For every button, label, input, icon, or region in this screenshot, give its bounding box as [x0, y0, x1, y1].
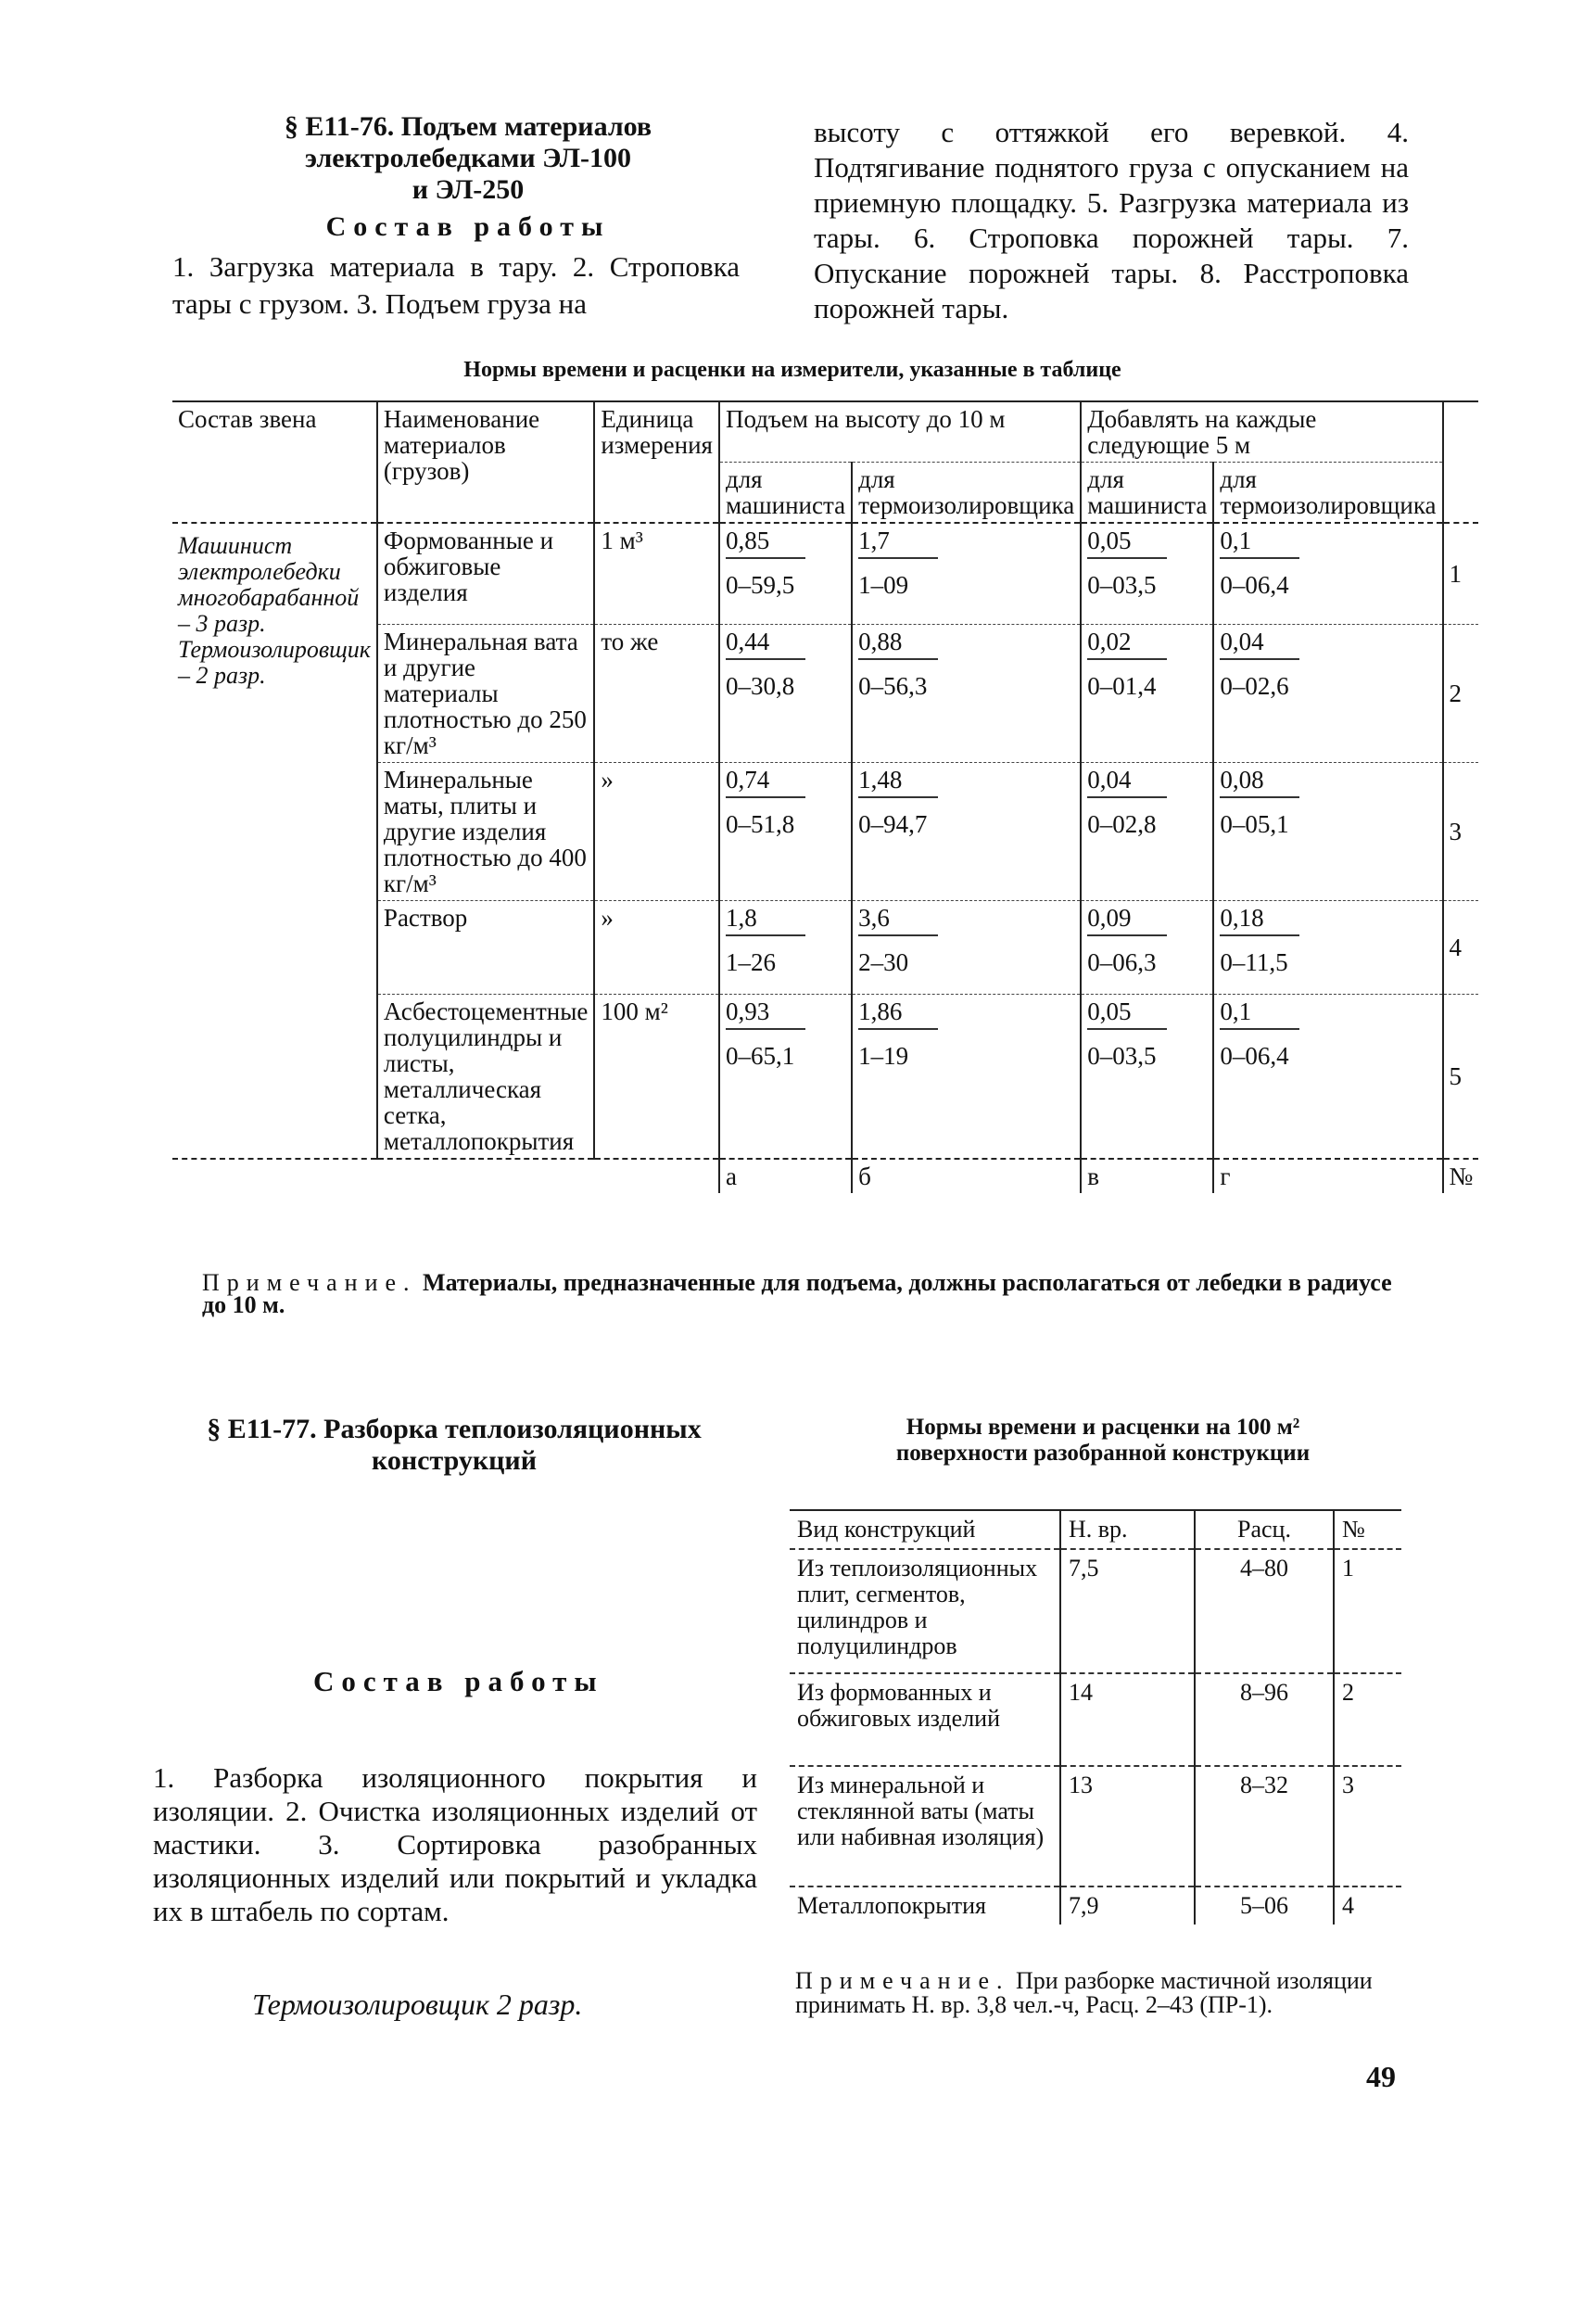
- header-rasc: Расц.: [1195, 1510, 1334, 1549]
- rate-value: 0–30,8: [725, 672, 795, 700]
- unit-cell: 1 м³: [594, 523, 719, 625]
- norm-value: 1,48: [858, 767, 938, 798]
- unit-cell: »: [594, 901, 719, 995]
- table-row: [172, 523, 1478, 625]
- sec77-note-text: При разборке мастичной изоляции принимать Н. вр. 3,8 чел.-ч, Расц. 2–43 (ПР-1).: [795, 1967, 1373, 2018]
- sec76-composition-right: высоту с оттяжкой его веревкой. 4. Подтягивание поднятого груза с опусканием на приемную площадку. 5. Разгрузка материала из тары. 6. Строповка порожней тары. 7. Опускание порожней тары. 8. Расстроповка порожней тары.: [814, 116, 1409, 324]
- norm-value: 0,1: [1220, 998, 1299, 1030]
- sec76-norms-table: [172, 400, 1478, 1193]
- sec77-norms-table: [790, 1509, 1401, 1925]
- rate-value: 1–09: [858, 571, 909, 599]
- norm-value: 0,05: [1087, 998, 1167, 1030]
- sec76-composition-heading: Состав работы: [325, 211, 611, 242]
- norm-value: 0,05: [1087, 527, 1167, 559]
- norm-value: 3,6: [858, 905, 938, 936]
- header-lift: Подъем на высоту до 10 м: [719, 401, 1081, 463]
- header-add-insulator: для термоизолировщика: [1213, 463, 1442, 524]
- col-letter-d: г: [1213, 1159, 1442, 1193]
- rate-value: 0–56,3: [858, 672, 928, 700]
- row-number: 4: [1334, 1886, 1401, 1925]
- sec76-title: [199, 111, 737, 206]
- unit-cell: »: [594, 763, 719, 901]
- row-number: 4: [1443, 901, 1479, 995]
- kind-cell: Из минеральной и стеклянной ваты (маты или набивная изоляция): [790, 1766, 1060, 1886]
- rate-value: 2–30: [858, 948, 909, 976]
- kind-cell: Из теплоизоляционных плит, сегментов, цилиндров и полуцилиндров: [790, 1549, 1060, 1673]
- rate-value: 0–03,5: [1087, 571, 1157, 599]
- norm-value: 0,93: [726, 998, 805, 1030]
- rate-value: 0–94,7: [858, 810, 928, 838]
- row-number: 2: [1334, 1673, 1401, 1766]
- page-number: 49: [1366, 2060, 1396, 2093]
- row-number: 3: [1443, 763, 1479, 901]
- sec77-composition-text: 1. Разборка изоляционного покрытия и изоляции. 2. Очистка изоляционных изделий от мастики. 3. Сортировка разобранных изоляционных изделий или покрытий и укладка их в штабель по сортам.: [153, 1761, 757, 1927]
- rasc-cell: 5–06: [1195, 1886, 1334, 1925]
- row-number: 3: [1334, 1766, 1401, 1886]
- row-number: 2: [1443, 625, 1479, 763]
- norm-value: 0,74: [726, 767, 805, 798]
- sec76-composition-left: 1. Загрузка материала в тару. 2. Строповка тары с грузом. 3. Подъем груза на: [172, 250, 740, 320]
- rate-value: 1–19: [858, 1042, 909, 1070]
- norm-value: 0,44: [726, 629, 805, 660]
- material-cell: Минеральная вата и другие материалы плотностью до 250 кг/м³: [377, 625, 594, 763]
- table-row: [790, 1673, 1401, 1766]
- rate-value: 0–06,3: [1087, 948, 1157, 976]
- header-nvr: Н. вр.: [1060, 1510, 1195, 1549]
- norm-value: 0,09: [1087, 905, 1167, 936]
- table-row: [790, 1886, 1401, 1925]
- rate-value: 0–01,4: [1087, 672, 1157, 700]
- rate-value: 0–59,5: [725, 571, 795, 599]
- header-material: Наименование материалов (грузов): [377, 401, 594, 523]
- nvr-cell: 7,5: [1060, 1549, 1195, 1673]
- rate-value: 0–05,1: [1220, 810, 1289, 838]
- sec76-note-text: Материалы, предназначенные для подъема, должны располагаться от лебедки в радиусе до 10 м.: [202, 1269, 1392, 1318]
- sec77-composition-heading: Состав работы: [313, 1665, 604, 1697]
- col-number-sign: №: [1443, 1159, 1479, 1193]
- rasc-cell: 4–80: [1195, 1549, 1334, 1673]
- rasc-cell: 8–96: [1195, 1673, 1334, 1766]
- norm-value: 0,88: [858, 629, 938, 660]
- sec77-table-caption: [797, 1415, 1409, 1467]
- rate-value: 0–06,4: [1220, 571, 1289, 599]
- header-lift-insulator: для термоизолировщика: [852, 463, 1081, 524]
- sec76-note-label: Примечание.: [202, 1269, 417, 1296]
- norm-value: 0,02: [1087, 629, 1167, 660]
- rate-value: 0–51,8: [725, 810, 795, 838]
- norm-value: 0,18: [1220, 905, 1299, 936]
- sec77-note-label: Примечание.: [795, 1967, 1010, 1994]
- header-no: №: [1334, 1510, 1401, 1549]
- sec77-note: [795, 1969, 1409, 2017]
- row-number: 1: [1334, 1549, 1401, 1673]
- sec76-title-line1: § Е11-76. Подъем материалов: [284, 111, 652, 142]
- row-number: 1: [1443, 523, 1479, 625]
- sec77-table-caption-line2: поверхности разобранной конструкции: [895, 1441, 1311, 1466]
- material-cell: Раствор: [377, 901, 594, 995]
- kind-cell: Металлопокрытия: [797, 1892, 986, 1919]
- table-row: [790, 1549, 1401, 1673]
- norm-value: 0,04: [1220, 629, 1299, 660]
- norm-value: 1,7: [858, 527, 938, 559]
- rate-value: 0–11,5: [1220, 948, 1288, 976]
- unit-cell: то же: [594, 625, 719, 763]
- rate-value: 1–26: [725, 948, 776, 976]
- norm-value: 1,8: [726, 905, 805, 936]
- header-add-operator: для машиниста: [1081, 463, 1213, 524]
- sec76-note: [202, 1269, 1412, 1318]
- unit-cell: 100 м²: [594, 995, 719, 1160]
- norm-value: 0,1: [1220, 527, 1299, 559]
- sec77-title: [139, 1414, 769, 1477]
- material-cell: Асбестоцементные полуцилиндры и листы, металлическая сетка, металлопокрытия: [377, 995, 594, 1160]
- sec77-title-line2: конструкций: [371, 1445, 538, 1476]
- col-letter-a: а: [719, 1159, 852, 1193]
- nvr-cell: 13: [1060, 1766, 1195, 1886]
- sec76-table-caption: Нормы времени и расценки на измерители, указанные в таблице: [463, 358, 1121, 382]
- col-letter-c: в: [1081, 1159, 1213, 1193]
- material-cell: Формованные и обжиговые изделия: [377, 523, 594, 625]
- sec76-title-line3: и ЭЛ-250: [412, 174, 525, 205]
- sec77-table-caption-line1: Нормы времени и расценки на 100 м²: [906, 1415, 1300, 1440]
- sec77-crew: Термоизолировщик 2 разр.: [252, 1988, 583, 2021]
- header-blank: [1443, 401, 1479, 523]
- rate-value: 0–03,5: [1087, 1042, 1157, 1070]
- sec77-title-line1: § Е11-77. Разборка теплоизоляционных: [207, 1414, 702, 1444]
- norm-value: 0,08: [1220, 767, 1299, 798]
- header-kind: Вид конструкций: [790, 1510, 1060, 1549]
- header-add: Добавлять на каждые следующие 5 м: [1081, 401, 1442, 463]
- rate-value: 0–02,8: [1087, 810, 1157, 838]
- header-crew: Состав звена: [172, 401, 377, 523]
- table-footer-row: [172, 1159, 1478, 1193]
- rate-value: 0–02,6: [1220, 672, 1289, 700]
- rate-value: 0–65,1: [725, 1042, 795, 1070]
- table-row: [790, 1766, 1401, 1886]
- rasc-cell: 8–32: [1195, 1766, 1334, 1886]
- nvr-cell: 7,9: [1060, 1886, 1195, 1925]
- material-cell: Минеральные маты, плиты и другие изделия плотностью до 400 кг/м³: [377, 763, 594, 901]
- nvr-cell: 14: [1060, 1673, 1195, 1766]
- rate-value: 0–06,4: [1220, 1042, 1289, 1070]
- crew-cell: Машинист электролебедки многобарабанной – 3 разр. Термоизолировщик – 2 разр.: [172, 523, 377, 1159]
- kind-cell: Из формованных и обжиговых изделий: [790, 1673, 1060, 1766]
- header-unit: Единица измерения: [594, 401, 719, 523]
- sec76-title-line2: электролебедками ЭЛ-100: [305, 143, 631, 173]
- norm-value: 0,04: [1087, 767, 1167, 798]
- col-letter-b: б: [852, 1159, 1081, 1193]
- norm-value: 0,85: [726, 527, 805, 559]
- norm-value: 1,86: [858, 998, 938, 1030]
- header-lift-operator: для машиниста: [719, 463, 852, 524]
- row-number: 5: [1443, 995, 1479, 1160]
